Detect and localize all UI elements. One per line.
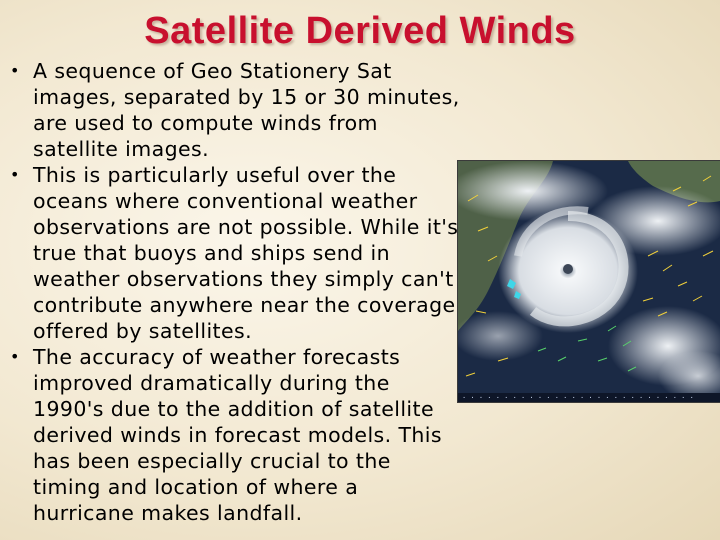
bullet-text: A sequence of Geo Stationery Sat images, separated by 15 or 30 minutes, are used to compute winds from satellite images. [33,59,460,161]
bullet-item [8,162,463,344]
satellite-hurricane-image [457,160,720,403]
bullet-item [8,58,463,162]
bullet-marker: • [10,61,20,80]
bullet-item [8,344,463,526]
bullet-marker: • [10,165,20,184]
caption-text: · · · · · · · · · · · · · · · · · · · · · · · · · · · · [462,394,694,402]
bullet-list [8,58,463,526]
bullet-text: The accuracy of weather forecasts improved dramatically during the 1990's due to the addition of satellite derived winds in forecast models. This has been especially crucial to the timing and location of where a hurricane makes landfall. [33,345,442,525]
slide-title: Satellite Derived Winds [144,10,576,52]
hurricane-eye [563,264,573,274]
bullet-text: This is particularly useful over the oceans where conventional weather observations are not possible. While it's true that buoys and ships send in weather observations they simply can't contribute anywhere near the coverage offered by satellites. [33,163,459,343]
bullet-marker: • [10,347,20,366]
